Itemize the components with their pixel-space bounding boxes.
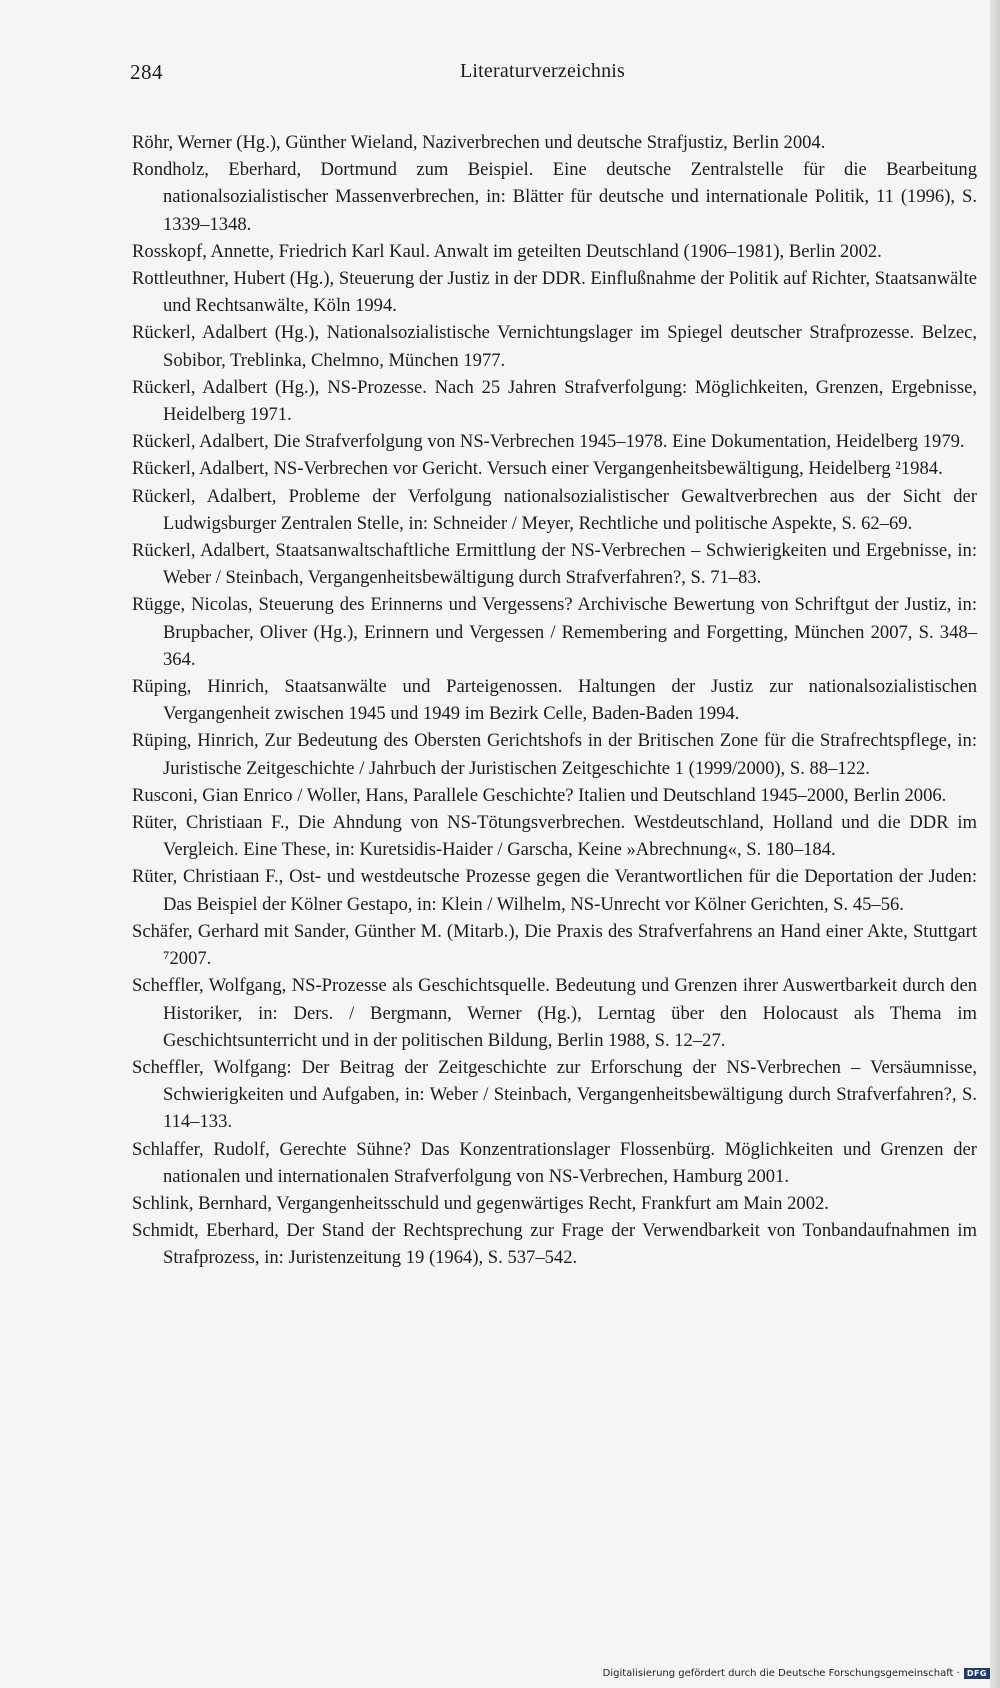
bibliography-entry: Schmidt, Eberhard, Der Stand der Rechtsprechung zur Frage der Verwendbarkeit von Tonbandaufnahmen im Strafprozess, in: Juristenzeitung 19 (1964), S. 537–542.: [132, 1220, 977, 1269]
bibliography-entry: Rüter, Christiaan F., Die Ahndung von NS-Tötungsverbrechen. Westdeutschland, Holland und die DDR im Vergleich. Eine These, in: Kuretsidis-Haider / Garscha, Keine »Abrechnung«, S. 180–184.: [132, 812, 977, 861]
digitization-footer: [603, 1664, 990, 1682]
bibliography-entry: Scheffler, Wolfgang, NS-Prozesse als Geschichtsquelle. Bedeutung und Grenzen ihrer Auswertbarkeit durch den Historiker, in: Ders. / Bergmann, Werner (Hg.), Lerntag über den Holocaust als Thema im Geschichtsunterricht und in der politischen Bildung, Berlin 1988, S. 12–27.: [132, 975, 977, 1051]
bibliography-entry: Rückerl, Adalbert, NS-Verbrechen vor Gericht. Versuch einer Vergangenheitsbewältigung, Heidelberg ²1984.: [132, 458, 943, 480]
bibliography-entry: Schlink, Bernhard, Vergangenheitsschuld und gegenwärtiges Recht, Frankfurt am Main 2002.: [132, 1192, 829, 1214]
bibliography-entry: Rusconi, Gian Enrico / Woller, Hans, Parallele Geschichte? Italien und Deutschland 1945–2000, Berlin 2006.: [132, 784, 947, 806]
bibliography-entry: Rückerl, Adalbert, Probleme der Verfolgung nationalsozialistischer Gewaltverbrechen aus der Sicht der Ludwigsburger Zentralen Stelle, in: Schneider / Meyer, Rechtliche und politische Aspekte, S. 62–69.: [132, 485, 977, 534]
page-number: 284: [130, 60, 163, 84]
bibliography-entry: Röhr, Werner (Hg.), Günther Wieland, Naziverbrechen und deutsche Strafjustiz, Berlin 2004.: [132, 132, 826, 153]
bibliography-entry: Rüping, Hinrich, Staatsanwälte und Parteigenossen. Haltungen der Justiz zur nationalsozialistischen Vergangenheit zwischen 1945 und 1949 im Bezirk Celle, Baden-Baden 1994.: [132, 676, 977, 725]
dfg-logo: DFG: [964, 1668, 990, 1679]
bibliography-entry: Schäfer, Gerhard mit Sander, Günther M. (Mitarb.), Die Praxis des Strafverfahrens an Hand einer Akte, Stuttgart ⁷2007.: [132, 920, 977, 970]
page-edge-shadow: [990, 0, 1000, 1688]
footer-text: Digitalisierung gefördert durch die Deutsche Forschungsgemeinschaft ·: [602, 1667, 960, 1679]
bibliography-entry: Rosskopf, Annette, Friedrich Karl Kaul. Anwalt im geteilten Deutschland (1906–1981), Berlin 2002.: [132, 240, 882, 262]
bibliography-entry: Rückerl, Adalbert, Die Strafverfolgung von NS-Verbrechen 1945–1978. Eine Dokumentation, Heidelberg 1979.: [132, 431, 965, 453]
page-header: [0, 60, 990, 94]
bibliography-list: [132, 129, 977, 1272]
bibliography-entry: Rügge, Nicolas, Steuerung des Erinnerns und Vergessens? Archivische Bewertung von Schriftgut der Justiz, in: Brupbacher, Oliver (Hg.), Erinnern und Vergessen / Remembering and Forgetting, München 2007, S. 348–364.: [132, 594, 977, 670]
bibliography-entry: Rüter, Christiaan F., Ost- und westdeutsche Prozesse gegen die Verantwortlichen für die Deportation der Juden: Das Beispiel der Kölner Gestapo, in: Klein / Wilhelm, NS-Unrecht vor Kölner Gerichten, S. 45–56.: [132, 866, 977, 915]
bibliography-entry: Rückerl, Adalbert, Staatsanwaltschaftliche Ermittlung der NS-Verbrechen – Schwierigkeiten und Ergebnisse, in: Weber / Steinbach, Vergangenheitsbewältigung durch Strafverfahren?, S. 71–83.: [132, 540, 977, 589]
bibliography-entry: Schlaffer, Rudolf, Gerechte Sühne? Das Konzentrationslager Flossenbürg. Möglichkeiten und Grenzen der nationalen und internationalen Strafverfolgung von NS-Verbrechen, Hamburg 2001.: [132, 1138, 977, 1187]
bibliography-entry: Rüping, Hinrich, Zur Bedeutung des Obersten Gerichtshofs in der Britischen Zone für die Strafrechtspflege, in: Juristische Zeitgeschichte / Jahrbuch der Juristischen Zeitgeschichte 1 (1999/2000), S. 88–122.: [132, 730, 977, 779]
bibliography-entry: Rückerl, Adalbert (Hg.), Nationalsozialistische Vernichtungslager im Spiegel deutscher Strafprozesse. Belzec, Sobibor, Treblinka, Chelmno, München 1977.: [132, 322, 977, 371]
bibliography-entry: Rottleuthner, Hubert (Hg.), Steuerung der Justiz in der DDR. Einflußnahme der Politik auf Richter, Staatsanwälte und Rechtsanwälte, Köln 1994.: [132, 268, 977, 317]
bibliography-entry: Scheffler, Wolfgang: Der Beitrag der Zeitgeschichte zur Erforschung der NS-Verbrechen – Versäumnisse, Schwierigkeiten und Aufgaben, in: Weber / Steinbach, Vergangenheitsbewältigung durch Strafverfahren?, S. 114–133.: [132, 1056, 977, 1133]
running-title: Literaturverzeichnis: [460, 60, 626, 82]
bibliography-entry: Rückerl, Adalbert (Hg.), NS-Prozesse. Nach 25 Jahren Strafverfolgung: Möglichkeiten, Grenzen, Ergebnisse, Heidelberg 1971.: [132, 376, 977, 426]
bibliography-entry: Rondholz, Eberhard, Dortmund zum Beispiel. Eine deutsche Zentralstelle für die Bearbeitung nationalsozialistischer Massenverbrechen, in: Blätter für deutsche und internationale Politik, 11 (1996), S. 1339–1348.: [132, 159, 977, 235]
